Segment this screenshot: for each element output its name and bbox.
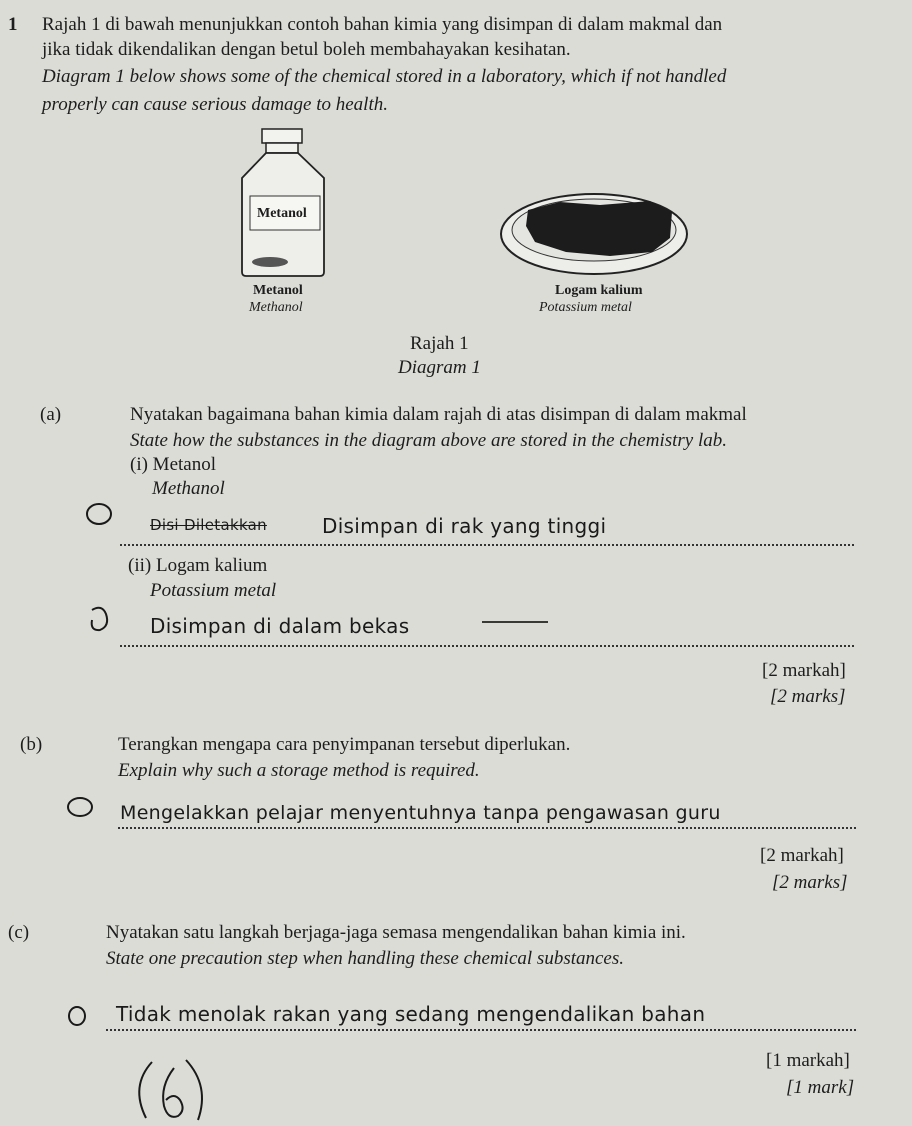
grade-zero-mark-b (66, 796, 96, 820)
part-a-ii-label: (ii) Logam kalium (128, 555, 268, 576)
diagram-title-malay: Rajah 1 (410, 333, 469, 354)
answer-a-i-struck: Disi Diletakkan (150, 516, 267, 534)
dish-caption-malay: Logam kalium (555, 283, 643, 298)
grade-zero-mark-a-ii (86, 604, 116, 634)
answer-a-ii: Disimpan di dalam bekas (150, 614, 410, 638)
part-a-prompt-malay: Nyatakan bagaimana bahan kimia dalam rajah di atas disimpan di dalam makmal (130, 404, 747, 425)
part-c-label: (c) (8, 922, 30, 943)
dish-caption-english: Potassium metal (539, 300, 632, 315)
answer-c: Tidak menolak rakan yang sedang mengendalikan bahan (116, 1002, 706, 1026)
part-a-label: (a) (40, 404, 62, 425)
answer-a-i: Disimpan di rak yang tinggi (322, 514, 607, 538)
part-a-i-english: Methanol (152, 478, 225, 499)
intro-malay-line-2: jika tidak dikendalikan dengan betul boleh membahayakan kesihatan. (42, 39, 571, 60)
part-c-prompt-malay: Nyatakan satu langkah berjaga-jaga semasa mengendalikan bahan kimia ini. (106, 922, 686, 943)
part-a-i-label: (i) Metanol (130, 454, 217, 475)
part-b-prompt-malay: Terangkan mengapa cara penyimpanan tersebut diperlukan. (118, 734, 571, 755)
answer-line-b (118, 827, 856, 829)
part-b-label: (b) (20, 734, 43, 755)
part-a-prompt-english: State how the substances in the diagram above are stored in the chemistry lab. (130, 430, 728, 451)
answer-b: Mengelakkan pelajar menyentuhnya tanpa pengawasan guru (120, 802, 721, 824)
grade-zero-mark-c (66, 1004, 90, 1028)
part-b-prompt-english: Explain why such a storage method is required. (118, 760, 480, 781)
part-b-marks-malay: [2 markah] (760, 845, 844, 866)
bottle-caption-malay: Metanol (253, 283, 303, 298)
part-c-prompt-english: State one precaution step when handling these chemical substances. (106, 948, 625, 969)
part-a-marks-english: [2 marks] (770, 686, 846, 707)
intro-english-line-1: Diagram 1 below shows some of the chemical stored in a laboratory, which if not handled (42, 66, 727, 87)
diagram-title-english: Diagram 1 (398, 357, 481, 378)
bottle-caption-english: Methanol (249, 300, 303, 315)
part-c-marks-english: [1 mark] (786, 1077, 855, 1098)
bottle-label: Metanol (257, 206, 307, 221)
grade-total-mark (124, 1056, 234, 1126)
question-number: 1 (8, 14, 18, 35)
intro-malay-line-1: Rajah 1 di bawah menunjukkan contoh bahan kimia yang disimpan di dalam makmal dan (42, 14, 723, 35)
part-c-marks-malay: [1 markah] (766, 1050, 850, 1071)
part-a-marks-malay: [2 markah] (762, 660, 846, 681)
part-a-ii-english: Potassium metal (150, 580, 277, 601)
intro-english-line-2: properly can cause serious damage to health. (42, 94, 388, 115)
answer-line-c (106, 1029, 856, 1031)
grade-zero-mark-a-i (84, 502, 114, 526)
part-b-marks-english: [2 marks] (772, 872, 848, 893)
